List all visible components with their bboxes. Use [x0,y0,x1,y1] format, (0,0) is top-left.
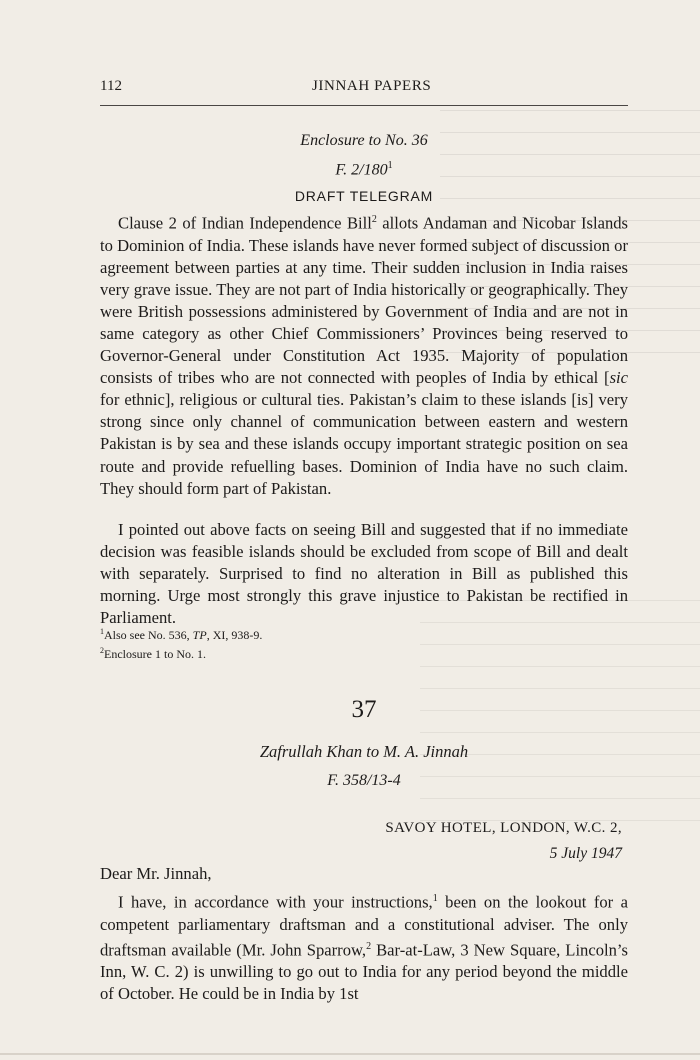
footnote-text: Also see No. 536, [104,628,193,642]
running-head: JINNAH PAPERS [312,78,432,94]
text-run: allots Andaman and Nicobar Islands to Dominion of India. These islands have never formed subject of discussion or agreement between parties at any time. Their sudden inclusion in India raises very grave issue. They are not part of India historically or geographically. They were British possessions administered by Government of India and are not in same category as other Chief Commissioners’ Provinces being reserved to Governor-General under Constitution Act 1935. Majority of population consists of tribes who are not connected with peoples of India by ethical [ [100,213,628,388]
text-run: Bar-at-Law, 3 New Square, Lincoln’s Inn, W. C. 2) is unwilling to go out to India for any period beyond the middle of October. He could be in India by 1st [100,940,628,1004]
text-run: I pointed out above facts on seeing Bill and suggested that if no immediate decision was feasible islands should be excluded from scope of Bill and dealt with separately. Surprised to find no alteration in Bill as published this morning. Urge most strongly this grave injustice to Pakistan be rectified in Parliament. [100,520,628,628]
footnote-1 [100,624,628,643]
draft-telegram-heading: DRAFT TELEGRAM [294,188,434,204]
page-edge [0,1053,700,1055]
sender-address: SAVOY HOTEL, LONDON, W.C. 2, [385,820,622,836]
footnotes [100,624,628,662]
salutation: Dear Mr. Jinnah, [100,864,212,883]
footnote-marker: 1 [432,893,438,904]
document-number: 37 [351,696,377,723]
footnote-marker: 1 [387,160,393,171]
document-description: Zafrullah Khan to M. A. Jinnah [259,742,469,761]
enclosure-title: Enclosure to No. 36 [300,132,428,149]
document-file-ref: F. 358/13-4 [327,772,401,789]
text-run: for ethnic], religious or cultural ties. Pakistan’s claim to these islands [is] very strong since only channel of communication between eastern and western Pakistan is by sea and these islands occupy important strategic position on sea route and provide refuelling bases. Dominion of India have no such claim. They should form part of Pakistan. [100,390,628,498]
footnote-2 [100,643,628,662]
footnote-text: Enclosure 1 to No. 1. [104,647,206,661]
header-rule [100,105,628,106]
text-run: I have, in accordance with your instructions, [118,892,433,912]
footnote-mark: 2 [100,646,104,655]
enclosure-file-ref [100,160,628,179]
sic-text: sic [609,368,628,388]
file-ref-text: F. 2/180 [335,161,388,179]
telegram-paragraph-1 [100,209,628,500]
footnote-mark: 1 [100,627,104,636]
footnote-italic: TP [192,628,207,642]
page-number: 112 [100,78,122,94]
text-run: Clause 2 of Indian Independence Bill [118,213,372,233]
footnote-text: , XI, 938-9. [206,628,263,642]
text-run: been on the lookout for a competent parliamentary draftsman and a constitutional adviser. The only draftsman available (Mr. John Sparrow, [100,892,628,960]
footnote-marker: 2 [366,940,372,952]
page-header [100,78,628,102]
letter-paragraph-1 [100,888,628,1006]
footnote-marker: 2 [371,214,377,225]
telegram-paragraph-2 [100,519,628,629]
letter-date: 5 July 1947 [549,845,622,862]
